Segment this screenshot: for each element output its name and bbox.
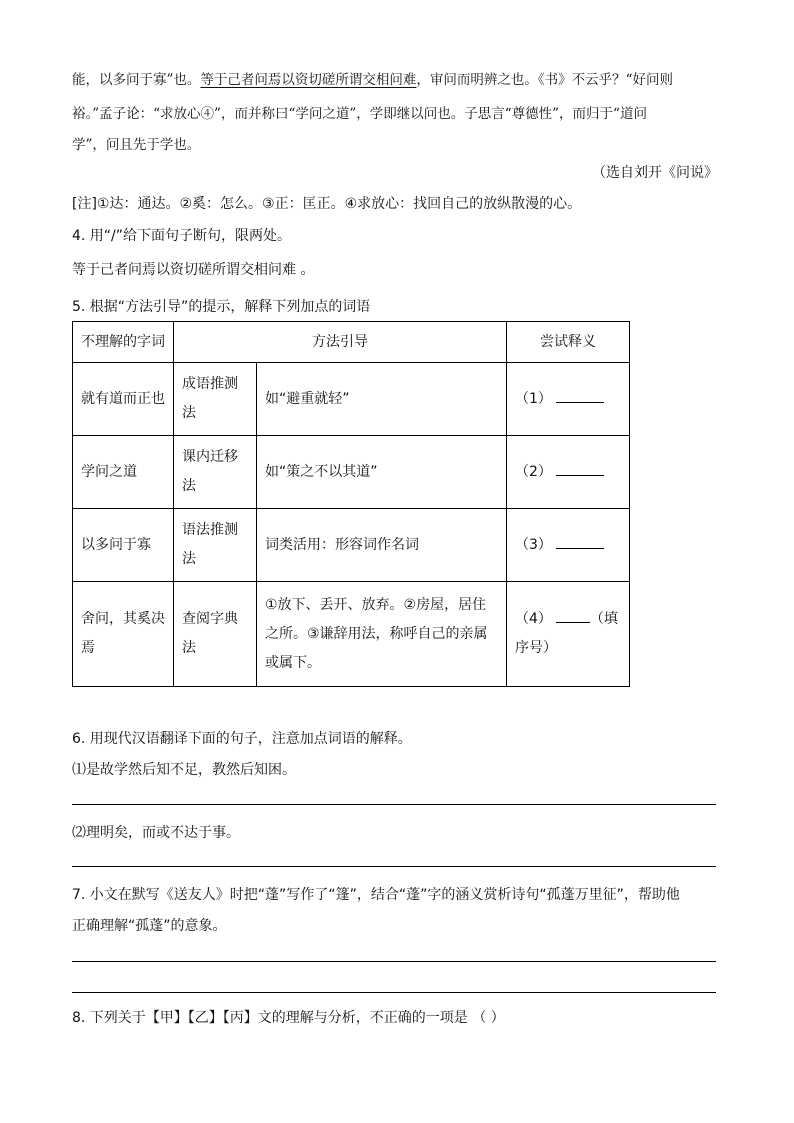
- row-hint: 如“避重就轻”: [257, 363, 507, 436]
- answer-blank[interactable]: [556, 534, 604, 549]
- passage-text: ，审问而明辨之也。《书》不云乎？“好问则: [416, 72, 674, 88]
- answer-line[interactable]: [72, 804, 716, 805]
- passage-source: （选自刘开《问说》: [592, 165, 718, 181]
- question-4-title: 4. 用“/”给下面句子断句，限两处。: [72, 228, 292, 244]
- table-row: [73, 582, 630, 687]
- question-5-title: 5. 根据“方法引导”的提示，解释下列加点的词语: [72, 299, 371, 315]
- row-word: 学问之道: [73, 436, 174, 509]
- row-word: 就有道而正也: [73, 363, 174, 436]
- row-answer-cell: [507, 582, 630, 687]
- row-word: 以多问于寡: [73, 509, 174, 582]
- underlined-sentence: 等于己者问焉以资切磋所谓交相问难: [200, 72, 417, 88]
- header-method: 方法引导: [174, 322, 507, 363]
- row-answer-cell: [507, 436, 630, 509]
- method-guide-table: [72, 321, 630, 687]
- table-header-row: [73, 322, 630, 363]
- header-word: 不理解的字词: [73, 322, 174, 363]
- row-method: 成语推测法: [174, 363, 257, 436]
- row-hint: 词类活用：形容词作名词: [257, 509, 507, 582]
- question-6-title: 6. 用现代汉语翻译下面的句子，注意加点词语的解释。: [72, 731, 412, 747]
- row-word: 舍问，其奚决焉: [73, 582, 174, 687]
- answer-line[interactable]: [72, 866, 716, 867]
- row-method: 语法推测法: [174, 509, 257, 582]
- answer-label: （2）: [515, 463, 552, 480]
- answer-blank[interactable]: [556, 461, 604, 476]
- answer-blank[interactable]: [556, 608, 590, 623]
- answer-tail: （填序号）: [515, 611, 618, 656]
- answer-label: （1）: [515, 390, 552, 407]
- passage-line-3: 学”，问且先于学也。: [72, 137, 201, 153]
- answer-label: （3）: [515, 536, 552, 553]
- passage-line-2: 裕。”孟子论：“求放心④”，而并称曰“学问之道”，学即继以问也。子思言“尊德性”，而归于“道问: [72, 106, 647, 122]
- question-7-line-2: 正确理解“孤蓬”的意象。: [72, 918, 227, 934]
- table-row: [73, 363, 630, 436]
- row-method: 课内迁移法: [174, 436, 257, 509]
- row-hint: ①放下、丢开、放弃。②房屋，居住之所。③谦辞用法，称呼自己的亲属或属下。: [257, 582, 507, 687]
- row-answer-cell: [507, 363, 630, 436]
- question-8-title: 8. 下列关于【甲】【乙】【丙】文的理解与分析，不正确的一项是 （ ）: [72, 1010, 505, 1026]
- answer-line[interactable]: [72, 992, 716, 993]
- annotation-note: [注]①达：通达。②奚：怎么。③正：匡正。④求放心：找回自己的放纵散漫的心。: [72, 196, 582, 212]
- answer-line[interactable]: [72, 961, 716, 962]
- question-6-sentence-1: ⑴是故学然后知不足，教然后知困。: [72, 762, 296, 778]
- row-hint: 如“策之不以其道”: [257, 436, 507, 509]
- table-row: [73, 436, 630, 509]
- table-row: [73, 509, 630, 582]
- passage-text: 能，以多问于寡”也。: [72, 72, 201, 88]
- question-4-sentence: 等于己者问焉以资切磋所谓交相问难 。: [72, 262, 315, 278]
- question-7-line-1: 7. 小文在默写《送友人》时把“蓬”写作了“篷”，结合“蓬”字的涵义赏析诗句“孤蓬万里征”，帮助他: [72, 887, 680, 903]
- row-method: 查阅字典法: [174, 582, 257, 687]
- question-6-sentence-2: ⑵理明矣，而或不达于事。: [72, 825, 240, 841]
- passage-line-1: [72, 68, 673, 88]
- answer-label: （4）: [515, 611, 552, 627]
- header-answer: 尝试释义: [507, 322, 630, 363]
- row-answer-cell: [507, 509, 630, 582]
- answer-blank[interactable]: [556, 388, 604, 403]
